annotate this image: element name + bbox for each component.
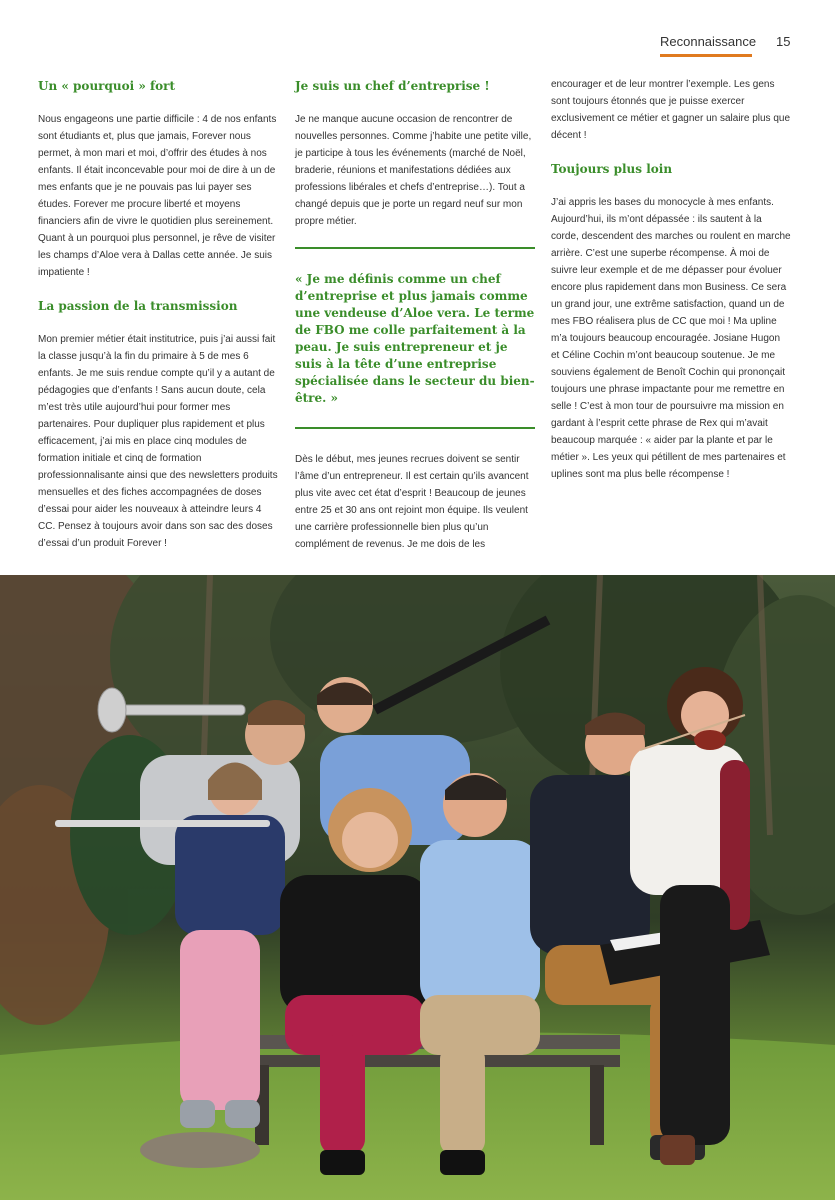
heading-chef-entreprise: Je suis un chef d’entreprise ! xyxy=(295,79,490,93)
paragraph-pourquoi: Nous engageons une partie difficile : 4 de nos enfants sont étudiants et, plus que jamais, Forever nous permet, à mon mari et moi, d’offrir des études à nos enfants. Il était inconcevable pour moi de dire à un de mes enfants que je ne pouvais pas lui payer ses études. Forever me procure liberté et moyens financiers afin de vivre le quotidien plus sereinement. Quant à un pourquoi plus personnel, je rêve de visiter les champs d’Aloe vera à Dallas cette année. Je suis impatiente ! xyxy=(38,114,277,278)
heading-pourquoi: Un « pourquoi » fort xyxy=(38,79,176,93)
heading-plus-loin: Toujours plus loin xyxy=(551,162,673,176)
page-header xyxy=(660,34,800,62)
paragraph-rencontres: Je ne manque aucune occasion de rencontrer de nouvelles personnes. Comme j’habite une petite ville, je participe à tous les événements (marché de Noël, braderie, réunions et manifestations dédiées aux professions libérales et chefs d’entreprise…). Tout a changé depuis que je porte un regard neuf sur mon propre métier. xyxy=(295,114,532,227)
column-right xyxy=(551,78,791,500)
pull-quote: « Je me définis comme un chef d’entreprise et plus jamais comme une vendeuse d’Aloe vera. Le terme de FBO me colle parfaitement à la peau. Je suis entrepreneur et je suis à la tête d’une entreprise spécialisée dans le secteur du bien-être. » xyxy=(295,247,535,429)
column-middle xyxy=(295,78,535,570)
column-left xyxy=(38,78,278,569)
paragraph-plus-loin: J’ai appris les bases du monocycle à mes enfants. Aujourd’hui, ils m’ont dépassée : ils sautent à la corde, descendent des marches ou roulent en marche arrière. C’est une superbe récompense. À moi de suivre leur exemple et de me dépasser pour évoluer encore plus rapidement dans mon Business. Ce sera un grand jour, une extrême satisfaction, quand un de mes FBO réalisera plus de CC que moi ! Ma upline m’a toujours beaucoup encouragée. Josiane Hugon et Céline Cochin m’ont beaucoup soutenue. Je me souviens également de Benoît Cochin qui prononçait toujours une phrase impactante pour me remettre en selle ! C’est à mon tour de poursuivre ma mission en gardant à l’esprit cette phrase de Rex qui m’avait beaucoup marquée : « aider par la plante et par le métier ». Les yeux qui pétillent de mes partenaires et uplines sont ma plus belle récompense ! xyxy=(551,197,791,480)
paragraph-continuation: encourager et de leur montrer l’exemple. Les gens sont toujours étonnés que je puisse exercer exclusivement ce métier et gagner un salaire plus que décent ! xyxy=(551,79,791,141)
section-underline xyxy=(660,54,752,57)
paragraph-transmission: Mon premier métier était institutrice, puis j’ai aussi fait la classe jusqu’à la fin du primaire à 5 de mes 6 enfants. Je me suis rendue compte qu’il y a autant de pédagogies que d’enfants ! Sans aucun doute, cela m’est très utile aujourd’hui pour former mes partenaires. Pour dupliquer plus rapidement et plus efficacement, j’ai mis en place cinq modules de formation initiale et cinq de formation professionnalisante ainsi que des newsletters produits mensuelles et des fiches accompagnées de doses d’essai pour aider les nouveaux à atteindre leurs 4 CC. Pensez à toujours avoir dans son sac des doses d’essai d’un produit Forever ! xyxy=(38,334,278,549)
page-number: 15 xyxy=(776,34,791,49)
family-photo xyxy=(0,575,835,1200)
heading-transmission: La passion de la transmission xyxy=(38,299,238,313)
section-name: Reconnaissance xyxy=(660,34,757,49)
paragraph-recrues: Dès le début, mes jeunes recrues doivent se sentir l’âme d’un entrepreneur. Il est certain qu’ils avancent plus vite avec cet état d’esprit ! Beaucoup de jeunes entre 25 et 30 ans ont rejoint mon équipe. Ils veulent une carrière professionnelle bien plus qu’un complément de revenus. Je me dois de les xyxy=(295,454,529,550)
